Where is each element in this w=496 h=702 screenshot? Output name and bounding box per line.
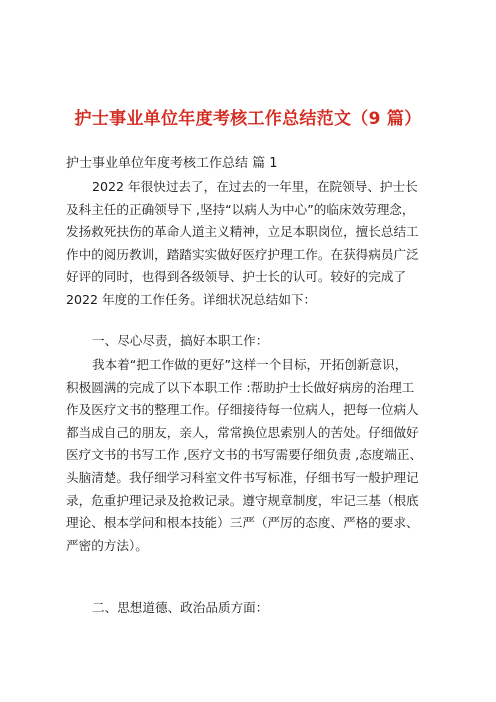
- paragraph-line: 理论、根本学问和根本技能）三严（严厉的态度、严格的要求、: [66, 515, 419, 531]
- section-heading-1: [66, 330, 434, 353]
- section-title: 二、思想道德、政治品质方面：: [92, 600, 269, 615]
- section-heading-2: [66, 597, 434, 620]
- paragraph-line: 及科主任的正确领导下 ,坚持“以病人为中心”的临床效劳理念，: [66, 201, 415, 217]
- paragraph-line: 头脑清楚。我仔细学习科室文件书写标准，仔细书写一般护理记: [66, 469, 419, 485]
- section-title: 一、尽心尽责，搞好本职工作：: [92, 333, 269, 348]
- paragraph-intro: [66, 176, 434, 312]
- paragraph-line: 好评的同时，也得到各级领导、护士长的认可。较好的完成了: [66, 269, 407, 285]
- paragraph-line: 2022 年度的工作任务。详细状况总结如下：: [66, 291, 317, 307]
- paragraph-line: 作及医疗文书的整理工作。仔细接待每一位病人，把每一位病人: [66, 402, 419, 418]
- paragraph-line: 录，危重护理记录及抢救记录。遵守规章制度，牢记三基（根底: [66, 492, 419, 508]
- paragraph-duties: [66, 354, 434, 557]
- paragraph-line: 2022 年很快过去了，在过去的一年里，在院领导、护士长: [92, 179, 418, 194]
- paragraph-line: 都当成自己的朋友，亲人，常常换位思索别人的苦处。仔细做好: [66, 424, 419, 440]
- paragraph-line: 医疗文书的书写工作 ,医疗文书的书写需要仔细负责 ,态度端正、: [66, 447, 423, 463]
- document-title: 护士事业单位年度考核工作总结范文（9 篇）: [74, 109, 422, 129]
- paragraph-line: 积极圆满的完成了以下本职工作 :帮助护士长做好病房的治理工: [66, 379, 415, 395]
- paragraph-line: 发扬救死扶伤的革命人道主义精神，立足本职岗位，擅长总结工: [66, 224, 419, 240]
- paragraph-line: 作中的阅历教训，踏踏实实做好医疗护理工作。在获得病员广泛: [66, 246, 419, 262]
- paragraph-line: 严密的方法）。: [66, 537, 148, 553]
- paragraph-line: 我本着“把工作做的更好”这样一个目标，开拓创新意识，: [92, 357, 408, 372]
- article-heading: 护士事业单位年度考核工作总结 篇 1: [66, 156, 278, 171]
